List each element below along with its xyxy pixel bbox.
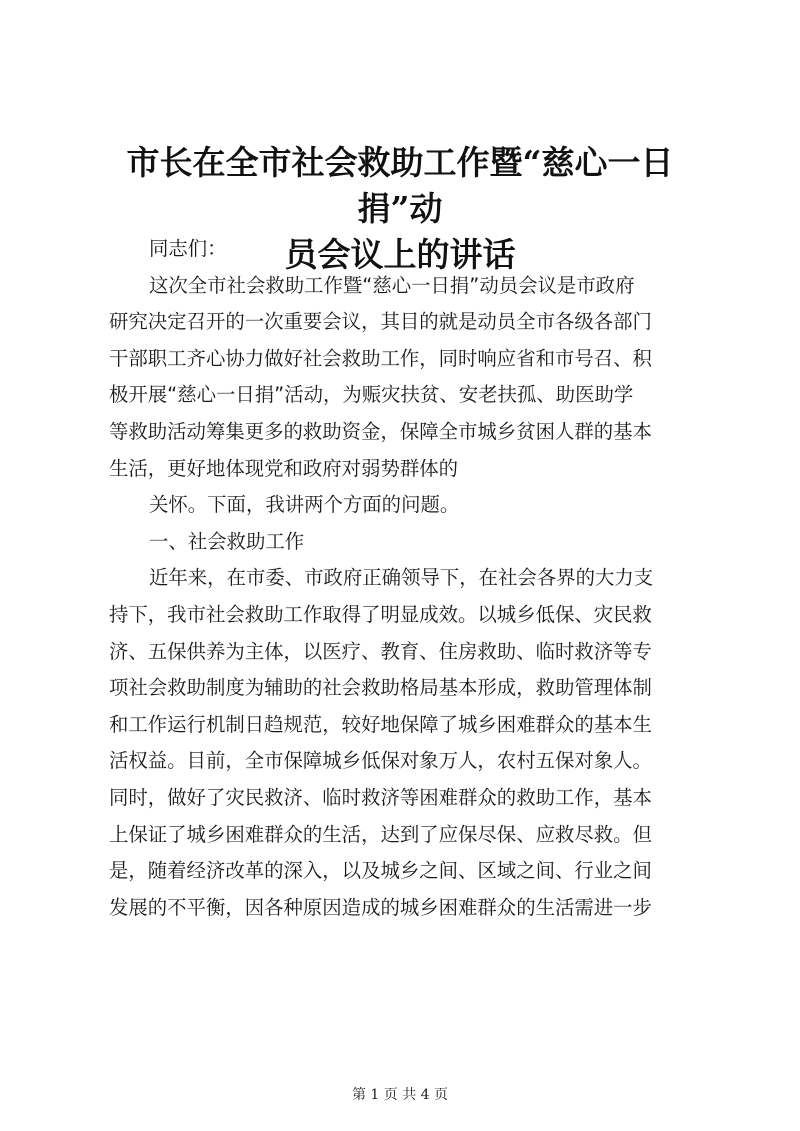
body-line: 是，随着经济改革的深入，以及城乡之间、区域之间、行业之间: [109, 859, 652, 883]
title-line: 员会议上的讲话: [284, 235, 516, 274]
body-line: 同志们：: [149, 237, 227, 260]
body-line: 和工作运行机制日趋规范，较好地保障了城乡困难群众的基本生: [109, 712, 652, 736]
body-line: 干部职工齐心协力做好社会救助工作，同时响应省和市号召、积: [109, 346, 652, 370]
body-line: 等救助活动筹集更多的救助资金，保障全市城乡贫困人群的基本: [109, 419, 652, 443]
page-footer: 第 1 页 共 4 页: [351, 1087, 449, 1103]
document-body: [109, 231, 709, 926]
body-line: 关怀。下面，我讲两个方面的问题。: [149, 493, 460, 517]
body-line: 生活，更好地体现党和政府对弱势群体的: [109, 456, 459, 480]
body-line: 极开展“慈心一日捐”活动，为赈灾扶贫、安老扶孤、助医助学: [109, 383, 634, 407]
body-line: 济、五保供养为主体，以医疗、教育、住房救助、临时救济等专: [109, 639, 652, 663]
body-line: 活权益。目前，全市保障城乡低保对象万人，农村五保对象人。: [109, 749, 652, 773]
body-line: 这次全市社会救助工作暨“慈心一日捐”动员会议是市政府: [149, 273, 635, 297]
body-line: 上保证了城乡困难群众的生活，达到了应保尽保、应救尽救。但: [109, 822, 652, 846]
body-line: 研究决定召开的一次重要会议，其目的就是动员全市各级各部门: [109, 310, 652, 334]
body-line: 持下，我市社会救助工作取得了明显成效。以城乡低保、灾民救: [109, 602, 652, 626]
body-line: 近年来，在市委、市政府正确领导下，在社会各界的大力支: [149, 566, 654, 590]
body-line: 同时，做好了灾民救济、临时救济等困难群众的救助工作，基本: [109, 785, 652, 809]
body-line: 一、社会救助工作: [149, 529, 305, 553]
body-line: 发展的不平衡，因各种原因造成的城乡困难群众的生活需进一步: [109, 895, 652, 919]
body-line: 项社会救助制度为辅助的社会救助格局基本形成，救助管理体制: [109, 676, 652, 700]
title-line: 市长在全市社会救助工作暨“慈心一日捐”动: [126, 143, 674, 228]
